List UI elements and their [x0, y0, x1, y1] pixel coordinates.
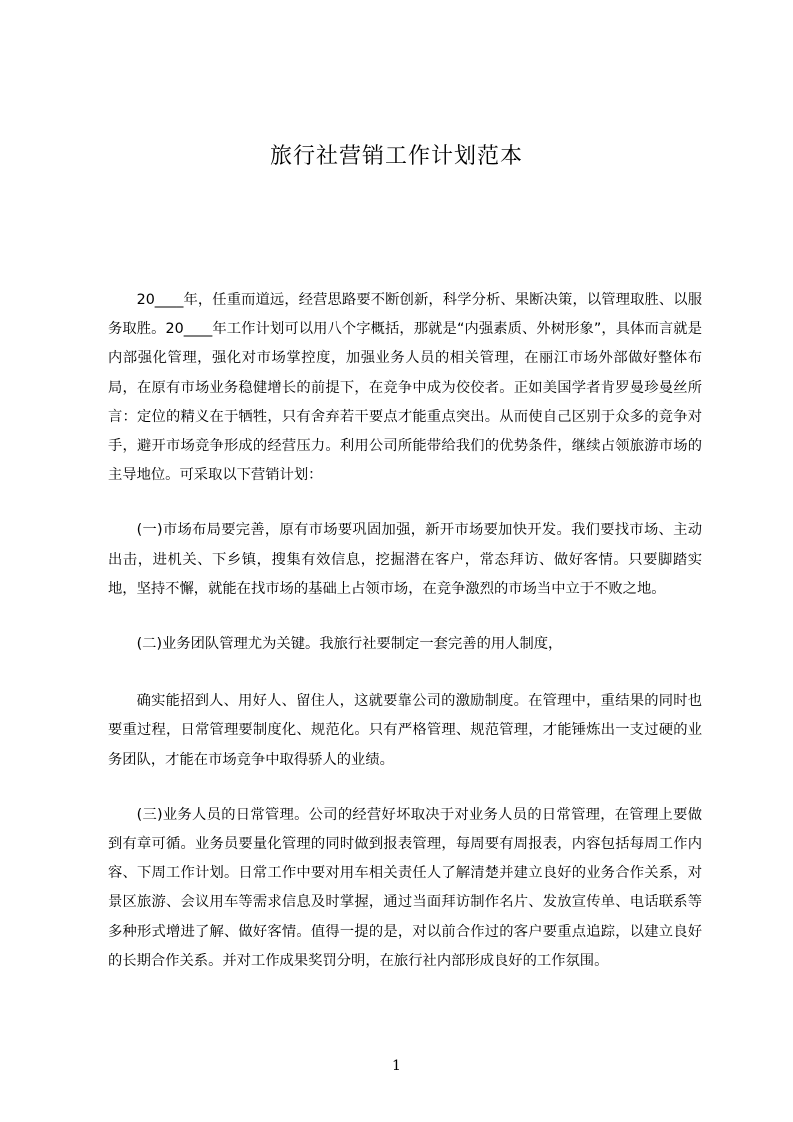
paragraph-daily-management: (三)业务人员的日常管理。公司的经营好坏取决于对业务人员的日常管理，在管理上要做到有章可循。业务员要量化管理的同时做到报表管理，每周要有周报表，内容包括每周工作内容、下周工作计划。日常工作中要对用车相关责任人了解清楚并建立良好的业务合作关系，对景区旅游、会议用车等需求信息及时掌握，通过当面拜访制作名片、发放宣传单、电话联系等多种形式增进了解、做好客情。值得一提的是，对以前合作过的客户要重点追踪，以建立良好的长期合作关系。并对工作成果奖罚分明，在旅行社内部形成良好的工作氛围。 [108, 806, 702, 969]
paragraph-team-management: (二)业务团队管理尤为关键。我旅行社要制定一套完善的用人制度， [136, 636, 563, 653]
paragraph-market-layout: (一)市场布局要完善，原有市场要巩固加强，新开市场要加快开发。我们要找市场、主动出击，进机关、下乡镇，搜集有效信息，挖掘潜在客户，常态拜访、做好客情。只要脚踏实地，坚持不懈，就能在找市场的基础上占领市场，在竞争激烈的市场当中立于不败之地。 [108, 522, 702, 597]
page-number: 1 [392, 1058, 401, 1074]
paragraph-incentive-system: 确实能招到人、用好人、留住人，这就要靠公司的激励制度。在管理中，重结果的同时也要重过程，日常管理要制度化、规范化。只有严格管理、规范管理，才能锤炼出一支过硬的业务团队，才能在市场竞争中取得骄人的业绩。 [108, 693, 702, 768]
document-body [108, 286, 702, 1002]
paragraph-intro: 20____年，任重而道远，经营思路要不断创新，科学分析、果断决策，以管理取胜、以服务取胜。20____年工作计划可以用八个字概括，那就是“内强素质、外树形象”，具体而言就是内部强化管理，强化对市场掌控度，加强业务人员的相关管理，在丽江市场外部做好整体布局，在原有市场业务稳健增长的前提下，在竞争中成为佼佼者。正如美国学者肯罗曼珍曼丝所言：定位的精义在于牺牲，只有舍弃若干要点才能重点突出。从而使自己区别于众多的竞争对手，避开市场竞争形成的经营压力。利用公司所能带给我们的优势条件，继续占领旅游市场的主导地位。可采取以下营销计划： [108, 292, 702, 484]
document-title: 旅行社营销工作计划范本 [269, 144, 523, 169]
